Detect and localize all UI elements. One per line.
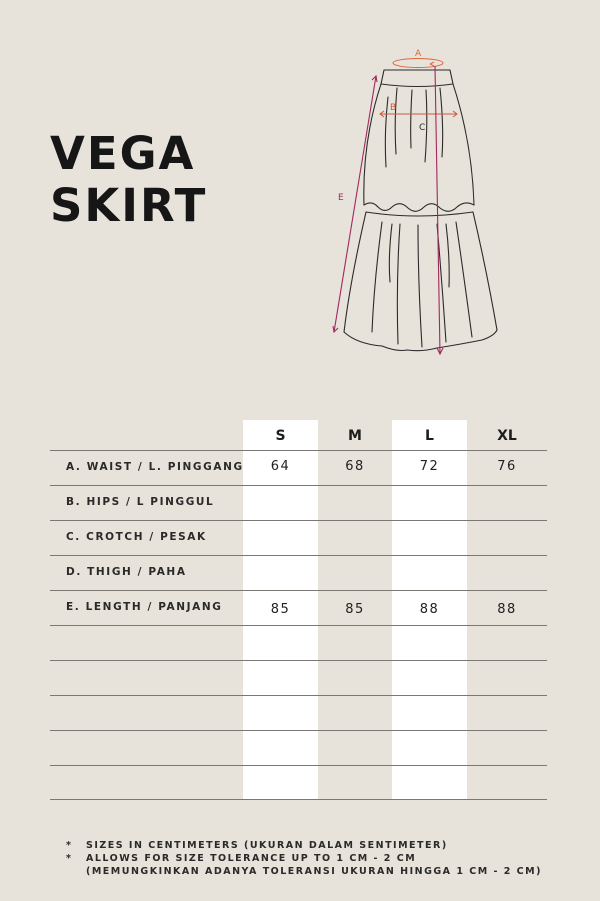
waist-xl-value: 76 (497, 459, 517, 474)
label-c: C (419, 123, 426, 133)
table-rule (50, 450, 547, 451)
row-label-hips: B. HIPS / L PINGGUL (66, 496, 215, 508)
length-s-value: 85 (270, 602, 291, 617)
header-size-s: S (275, 428, 286, 444)
length-m-value: 85 (345, 602, 365, 617)
title-line-1: VEGA (50, 127, 196, 180)
row-label-length: E. LENGTH / PANJANG (66, 601, 223, 613)
table-rule (50, 555, 547, 556)
note-line-2: ALLOWS FOR SIZE TOLERANCE UP TO 1 CM - 2 CM (86, 853, 417, 864)
row-label-thigh: D. THIGH / PAHA (66, 566, 187, 578)
row-label-crotch: C. CROTCH / PESAK (66, 531, 207, 543)
note-tolerance (66, 853, 416, 864)
tier-seam (364, 203, 474, 211)
upper-tier-outline (364, 84, 381, 205)
note-bullet: * (66, 853, 73, 864)
skirt-illustration (322, 42, 512, 372)
label-a: A (415, 49, 422, 59)
header-size-l: L (425, 428, 434, 444)
center-length-line (435, 66, 440, 354)
table-rule (50, 695, 547, 696)
row-label-waist: A. WAIST / L. PINGGANG (66, 461, 244, 473)
header-size-m: M (348, 428, 362, 444)
header-size-xl: XL (497, 428, 517, 444)
table-rule (50, 590, 547, 591)
length-xl-value: 88 (497, 602, 517, 617)
title-line-2: SKIRT (50, 179, 208, 232)
note-sizes (66, 840, 448, 851)
waist-m-value: 68 (345, 459, 365, 474)
table-rule (50, 765, 547, 766)
label-b: B (390, 103, 397, 113)
label-e: E (338, 193, 344, 203)
note-line-3: (MEMUNGKINKAN ADANYA TOLERANSI UKURAN HINGGA 1 CM - 2 CM) (86, 866, 542, 877)
note-tolerance-translation (66, 866, 542, 877)
page-title (50, 128, 207, 232)
note-bullet: * (66, 840, 73, 851)
table-rule (50, 660, 547, 661)
length-l-value: 88 (419, 602, 440, 617)
table-rule (50, 799, 547, 800)
table-rule (50, 485, 547, 486)
table-rule (50, 625, 547, 626)
table-rule (50, 730, 547, 731)
length-measure-line (334, 76, 376, 332)
waist-l-value: 72 (419, 459, 440, 474)
waist-s-value: 64 (270, 459, 291, 474)
note-line-1: SIZES IN CENTIMETERS (UKURAN DALAM SENTIMETER) (86, 840, 448, 851)
table-rule (50, 520, 547, 521)
waistband-outline (381, 70, 453, 87)
